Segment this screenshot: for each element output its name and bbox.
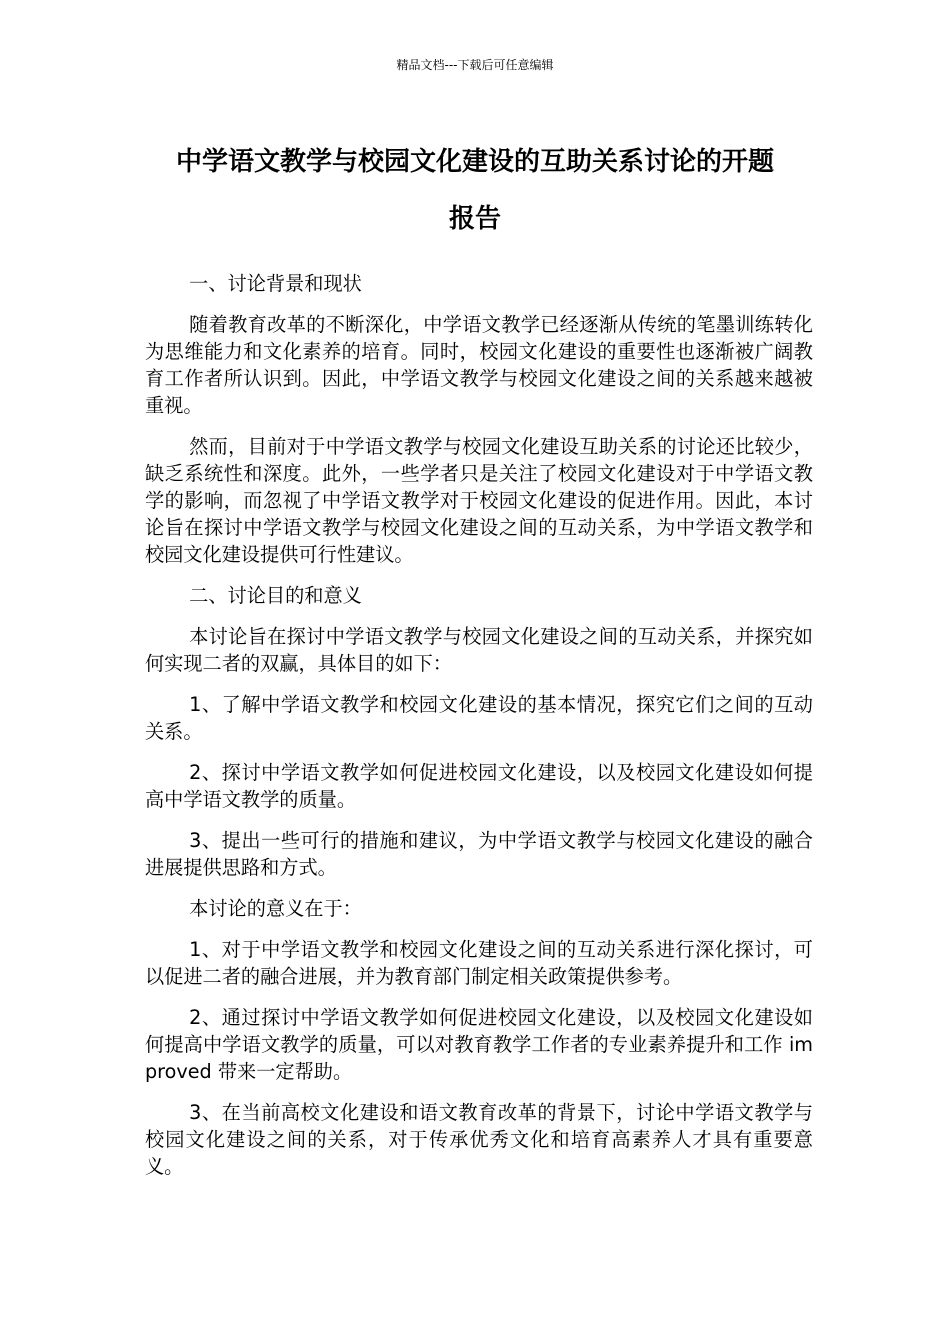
significance-item-1: 1、对于中学语文教学和校园文化建设之间的互动关系进行深化探讨，可以促进二者的融合进展，并为教育部门制定相关政策提供参考。 (145, 938, 813, 988)
section-heading-purpose: 二、讨论目的和意义 (189, 584, 362, 607)
document-title (120, 134, 830, 248)
significance-item-2: 2、通过探讨中学语文教学如何促进校园文化建设，以及校园文化建设如何提高中学语文教学的质量，可以对教育教学工作者的专业素养提升和工作 improved 带来一定帮助。 (145, 1006, 813, 1083)
page-header: 精品文档---下载后可任意编辑 (396, 58, 554, 72)
purpose-item-2: 2、探讨中学语文教学如何促进校园文化建设，以及校园文化建设如何提高中学语文教学的质量。 (145, 761, 813, 811)
paragraph-background-1: 随着教育改革的不断深化，中学语文教学已经逐渐从传统的笔墨训练转化为思维能力和文化素养的培育。同时，校园文化建设的重要性也逐渐被广阔教育工作者所认识到。因此，中学语文教学与校园文化建设之间的关系越来越被重视。 (145, 313, 813, 417)
document-title-line-2: 报告 (448, 204, 501, 234)
paragraph-background-2: 然而，目前对于中学语文教学与校园文化建设互助关系的讨论还比较少，缺乏系统性和深度。此外，一些学者只是关注了校园文化建设对于中学语文教学的影响，而忽视了中学语文教学对于校园文化建设的促进作用。因此，本讨论旨在探讨中学语文教学与校园文化建设之间的互动关系，为中学语文教学和校园文化建设提供可行性建议。 (145, 435, 813, 566)
paragraph-purpose-intro: 本讨论旨在探讨中学语文教学与校园文化建设之间的互动关系，并探究如何实现二者的双赢，具体目的如下： (145, 625, 813, 675)
document-body (145, 270, 813, 1194)
document-title-line-1: 中学语文教学与校园文化建设的互助关系讨论的开题 (175, 147, 774, 177)
significance-item-3: 3、在当前高校文化建设和语文教育改革的背景下，讨论中学语文教学与校园文化建设之间的关系，对于传承优秀文化和培育高素养人才具有重要意义。 (145, 1101, 813, 1178)
paragraph-significance-intro: 本讨论的意义在于： (189, 897, 362, 920)
section-heading-background: 一、讨论背景和现状 (189, 272, 362, 295)
purpose-item-3: 3、提出一些可行的措施和建议，为中学语文教学与校园文化建设的融合进展提供思路和方式。 (145, 829, 813, 879)
purpose-item-1: 1、了解中学语文教学和校园文化建设的基本情况，探究它们之间的互动关系。 (145, 693, 813, 743)
